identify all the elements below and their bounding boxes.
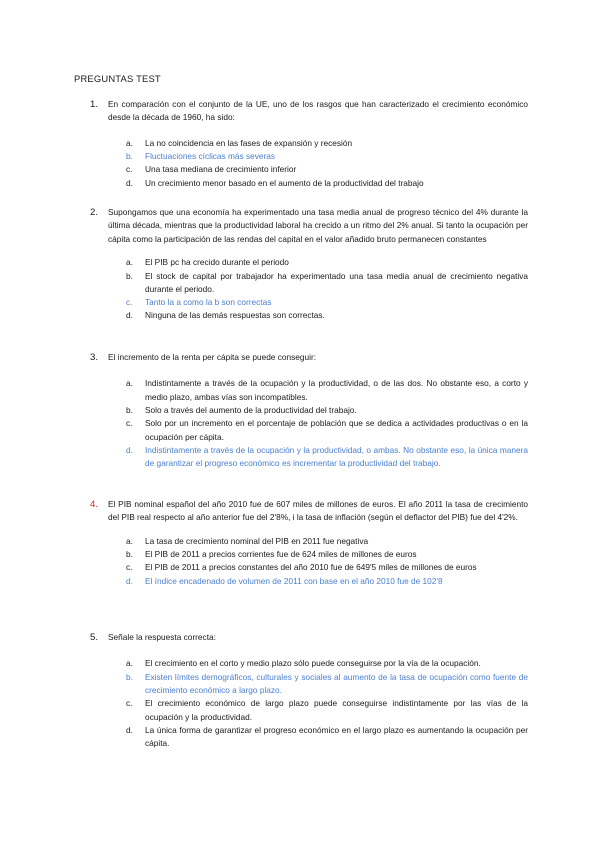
option-list xyxy=(90,535,528,588)
option-d: d. La única forma de garantizar el progreso económico en el largo plazo es aumentando la ocupación per cápita. xyxy=(126,724,528,749)
option-d-correct: d. El índice encadenado de volumen de 2011 con base en el año 2010 fue de 102'8 xyxy=(126,575,443,586)
option-c-correct: c. Tanto la a como la b son correctas xyxy=(126,297,272,308)
option-list xyxy=(90,256,528,322)
question-text: El PIB nominal español del año 2010 fue de 607 miles de millones de euros. El año 2011 la tasa de crecimiento del PIB real respecto al año anterior fue del 2'8%, i la tasa de inflación (según el deflactor del PIB) fue del 4'2%. xyxy=(108,499,528,523)
question-text: El incremento de la renta per cápita se puede conseguir: xyxy=(108,352,317,362)
option-list xyxy=(90,377,528,470)
question-number: 1. xyxy=(90,99,99,110)
document-title: PREGUNTAS TEST xyxy=(74,73,161,84)
question-number: 2. xyxy=(90,207,99,218)
option-d: d. Un crecimiento menor basado en el aumento de la productividad del trabajo xyxy=(126,177,424,188)
question-4 xyxy=(90,498,528,588)
option-d-correct: d. Indistintamente a través de la ocupación y la productividad, o ambas. No obstante eso, la única manera de garantizar el progreso económico es incrementar la productividad del trabajo. xyxy=(126,444,528,469)
option-a: a. El PIB pc ha crecido durante el periodo xyxy=(126,257,289,268)
option-b: b. El stock de capital por trabajador ha experimentado una tasa media anual de crecimiento negativa durante el periodo. xyxy=(126,270,528,294)
option-b-correct: b. Existen límites demográficos, culturales y sociales al aumento de la tasa de ocupación como fuente de crecimiento económico a largo plazo. xyxy=(126,671,528,695)
question-text: En comparación con el conjunto de la UE, uno de los rasgos que han caracterizado el crecimiento económico desde la década de 1960, ha sido: xyxy=(108,99,528,123)
option-a: a. La no coincidencia en las fases de expansión y recesión xyxy=(126,137,353,148)
option-b: b. El PIB de 2011 a precios corrientes fue de 624 miles de millones de euros xyxy=(126,549,417,560)
question-text: Señale la respuesta correcta: xyxy=(108,632,216,642)
option-b: b. Solo a través del aumento de la productividad del trabajo. xyxy=(126,405,357,415)
option-c: c. Una tasa mediana de crecimiento inferior xyxy=(126,164,297,175)
option-d: d. Ninguna de las demás respuestas son correctas. xyxy=(126,310,325,321)
question-number-highlighted: 4. xyxy=(90,499,99,510)
question-number: 3. xyxy=(90,352,99,363)
option-c: c. El crecimiento económico de largo plazo puede conseguirse indistintamente por las vías de la ocupación y la productividad. xyxy=(126,698,528,722)
question-1 xyxy=(90,98,528,190)
option-c: c. El PIB de 2011 a precios constantes del año 2010 fue de 649'5 miles de millones de euros xyxy=(126,562,477,573)
option-a: a. El crecimiento en el corto y medio plazo sólo puede conseguirse por la vía de la ocupación. xyxy=(126,658,481,669)
question-text: Supongamos que una economía ha experimentado una tasa media anual de progreso técnico del 4% durante la última década, mientras que la productividad laboral ha crecido a un ritmo del 2% anual. Si tanto la ocupación per cápita como la participación de las rendas del capital en el valor añadido bruto permanecen constantes xyxy=(108,207,528,244)
option-list xyxy=(90,137,528,190)
option-a: a. La tasa de crecimiento nominal del PIB en 2011 fue negativa xyxy=(126,535,369,546)
option-list xyxy=(90,657,528,750)
option-c: c. Solo por un incremento en el porcentaje de población que se dedica a actividades productivas o en la ocupación per cápita. xyxy=(126,418,528,442)
question-2 xyxy=(90,206,528,323)
option-a: a. Indistintamente a través de la ocupación y la productividad, o de las dos. No obstante eso, a corto y medio plazo, ambas vías son incompatibles. xyxy=(126,378,528,402)
question-5 xyxy=(90,631,528,750)
question-3 xyxy=(90,351,528,470)
question-number: 5. xyxy=(90,632,99,643)
option-b-correct: b. Fluctuaciones cíclicas más severas xyxy=(126,151,276,162)
